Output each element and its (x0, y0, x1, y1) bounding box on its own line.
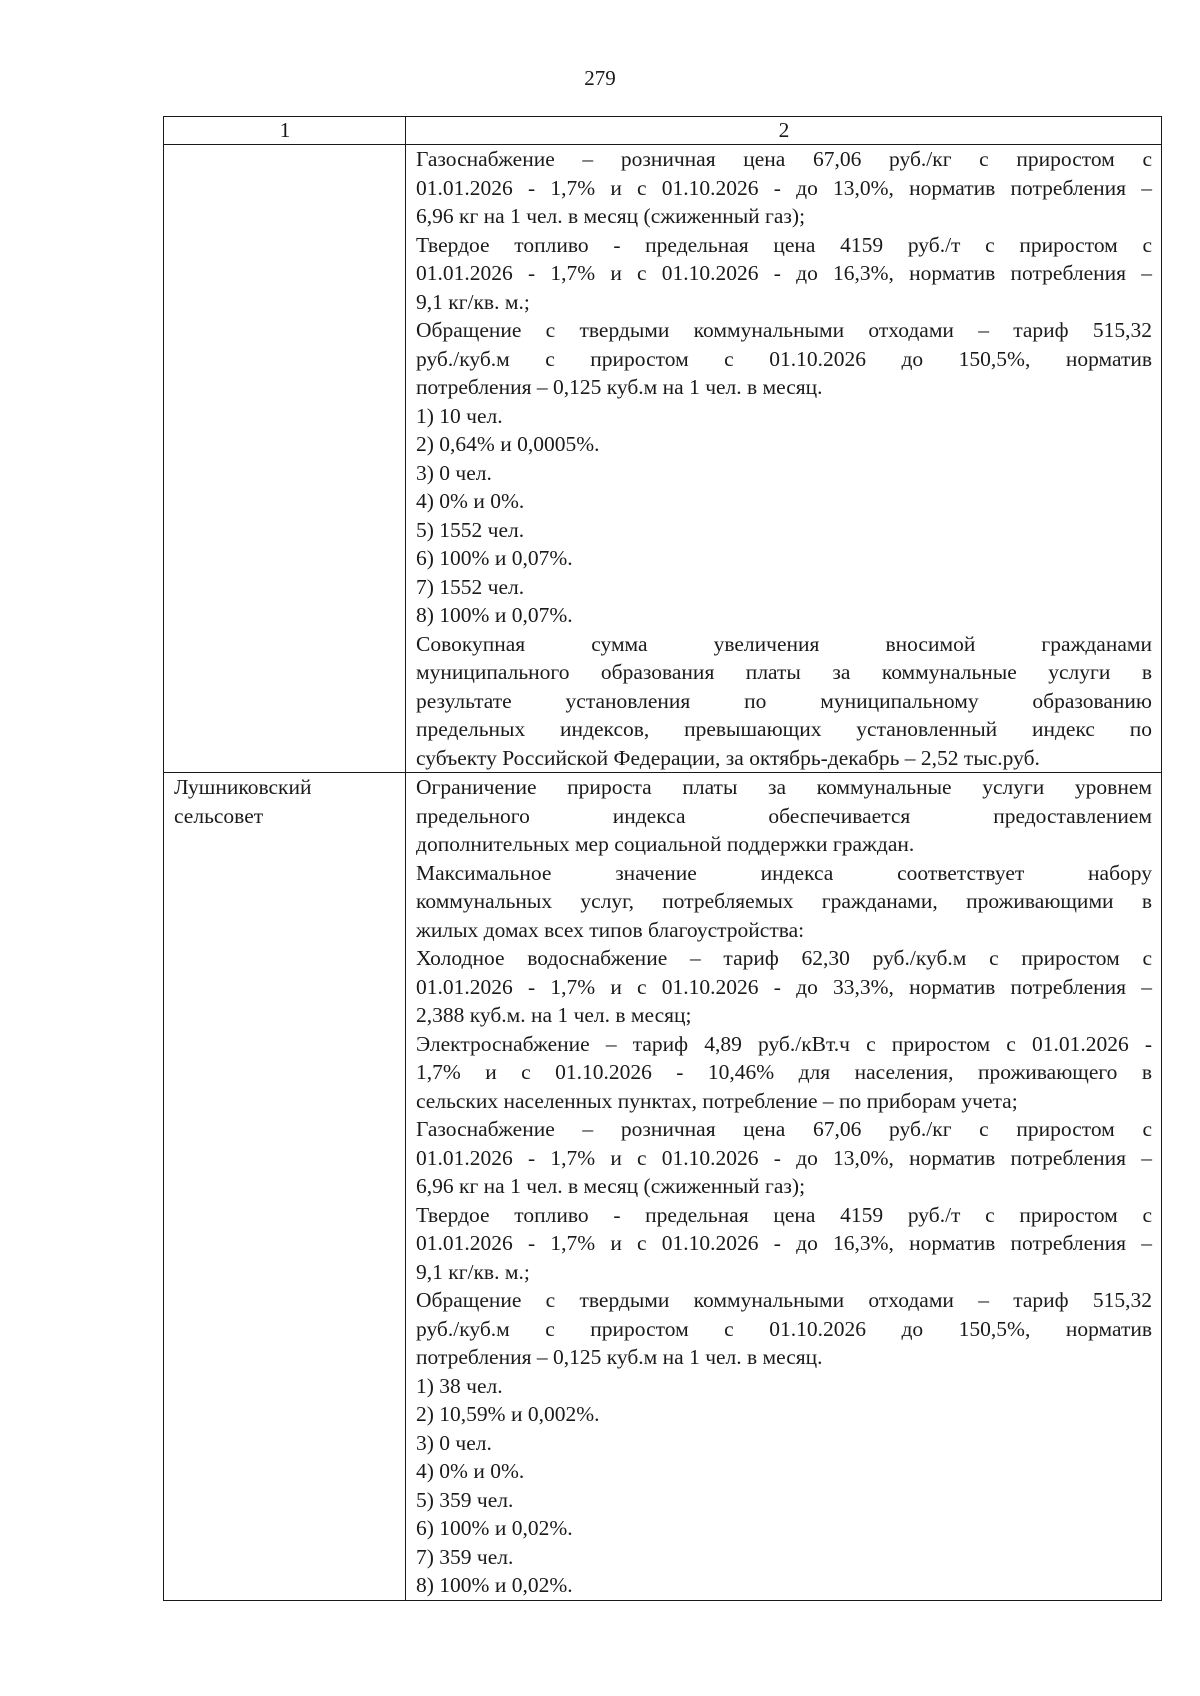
text-line: Газоснабжение – розничная цена 67,06 руб./кг с приростом с (416, 1117, 1152, 1141)
text-line: 7) 359 чел. (416, 1544, 514, 1569)
text-line: Газоснабжение – розничная цена 67,06 руб./кг с приростом с (416, 147, 1152, 171)
text-line: предельного индекса обеспечивается предоставлением (416, 803, 1152, 828)
text-line: 4) 0% и 0%. (416, 489, 525, 513)
text-line: коммунальных услуг, потребляемых гражданами, проживающими в (416, 889, 1152, 913)
text-line: 7) 1552 чел. (416, 574, 525, 599)
text-line: субъекту Российской Федерации, за октябрь-декабрь – 2,52 тыс.руб. (416, 745, 1040, 770)
text-line: 1) 10 чел. (416, 403, 503, 428)
text-line: сельсовет (174, 803, 264, 828)
text-line: 6,96 кг на 1 чел. в месяц (сжиженный газ); (416, 1174, 806, 1198)
text-line: 2,388 куб.м. на 1 чел. в месяц; (416, 1003, 692, 1027)
text-line: 01.01.2026 - 1,7% и с 01.10.2026 - до 13,0%, норматив потребления – (416, 1145, 1152, 1170)
text-line: 01.01.2026 - 1,7% и с 01.10.2026 - до 16,3%, норматив потребления – (416, 1231, 1152, 1255)
text-line: 01.01.2026 - 1,7% и с 01.10.2026 - до 16,3%, норматив потребления – (416, 261, 1152, 285)
text-line: Твердое топливо - предельная цена 4159 руб./т с приростом с (416, 1202, 1152, 1227)
text-line: 6) 100% и 0,02%. (416, 1516, 573, 1540)
text-line: Электроснабжение – тариф 4,89 руб./кВт.ч с приростом с 01.01.2026 - (416, 1031, 1152, 1056)
text-line: 9,1 кг/кв. м.; (416, 1259, 530, 1284)
text-line: потребления – 0,125 куб.м на 1 чел. в месяц. (416, 375, 823, 399)
text-line: Совокупная сумма увеличения вносимой гражданами (416, 631, 1152, 656)
text-line: руб./куб.м с приростом с 01.10.2026 до 150,5%, норматив (416, 346, 1152, 371)
text-line: Обращение с твердыми коммунальными отходами – тариф 515,32 (416, 318, 1152, 342)
text-line: 2) 10,59% и 0,002%. (416, 1402, 600, 1426)
text-line: предельных индексов, превышающих установленный индекс по (416, 717, 1152, 741)
description-cell (406, 773, 1162, 1601)
text-line: 8) 100% и 0,02%. (416, 1573, 573, 1597)
municipality-cell (164, 773, 406, 1601)
text-line: руб./куб.м с приростом с 01.10.2026 до 150,5%, норматив (416, 1316, 1152, 1341)
text-line: 5) 1552 чел. (416, 517, 525, 542)
tariff-table (163, 116, 1162, 1601)
text-line: 6,96 кг на 1 чел. в месяц (сжиженный газ); (416, 204, 806, 228)
text-line: Обращение с твердыми коммунальными отходами – тариф 515,32 (416, 1288, 1152, 1312)
header-column-2: 2 (406, 117, 1162, 145)
table-row (164, 773, 1162, 1601)
text-line: Ограничение прироста платы за коммунальные услуги уровнем (416, 775, 1152, 799)
municipality-cell (164, 145, 406, 773)
text-line: 8) 100% и 0,07%. (416, 603, 573, 627)
text-line: 6) 100% и 0,07%. (416, 546, 573, 570)
text-line: 9,1 кг/кв. м.; (416, 289, 530, 314)
table-header-row (164, 117, 1162, 145)
text-line: дополнительных мер социальной поддержки граждан. (416, 832, 915, 856)
text-line: 5) 359 чел. (416, 1487, 514, 1512)
text-line: потребления – 0,125 куб.м на 1 чел. в месяц. (416, 1345, 823, 1369)
text-line: результате установления по муниципальному образованию (416, 688, 1152, 713)
page-number: 279 (584, 66, 616, 90)
text-line: жилых домах всех типов благоустройства: (416, 917, 805, 942)
text-line: Максимальное значение индекса соответствует набору (416, 860, 1152, 885)
text-line: 1) 38 чел. (416, 1373, 503, 1398)
description-cell (406, 145, 1162, 773)
text-line: 4) 0% и 0%. (416, 1459, 525, 1483)
text-line: 3) 0 чел. (416, 460, 492, 485)
text-line: Холодное водоснабжение – тариф 62,30 руб./куб.м с приростом с (416, 946, 1152, 970)
text-line: Твердое топливо - предельная цена 4159 руб./т с приростом с (416, 232, 1152, 257)
text-line: Лушниковский (174, 775, 312, 799)
text-line: сельских населенных пунктах, потребление – по приборам учета; (416, 1088, 1018, 1113)
header-column-1: 1 (164, 117, 406, 145)
text-line: 01.01.2026 - 1,7% и с 01.10.2026 - до 13,0%, норматив потребления – (416, 175, 1152, 200)
text-line: 3) 0 чел. (416, 1430, 492, 1455)
text-line: 1,7% и с 01.10.2026 - 10,46% для населения, проживающего в (416, 1060, 1152, 1084)
text-line: 01.01.2026 - 1,7% и с 01.10.2026 - до 33,3%, норматив потребления – (416, 974, 1152, 999)
text-line: 2) 0,64% и 0,0005%. (416, 432, 600, 456)
table-row (164, 145, 1162, 773)
text-line: муниципального образования платы за коммунальные услуги в (416, 660, 1152, 684)
